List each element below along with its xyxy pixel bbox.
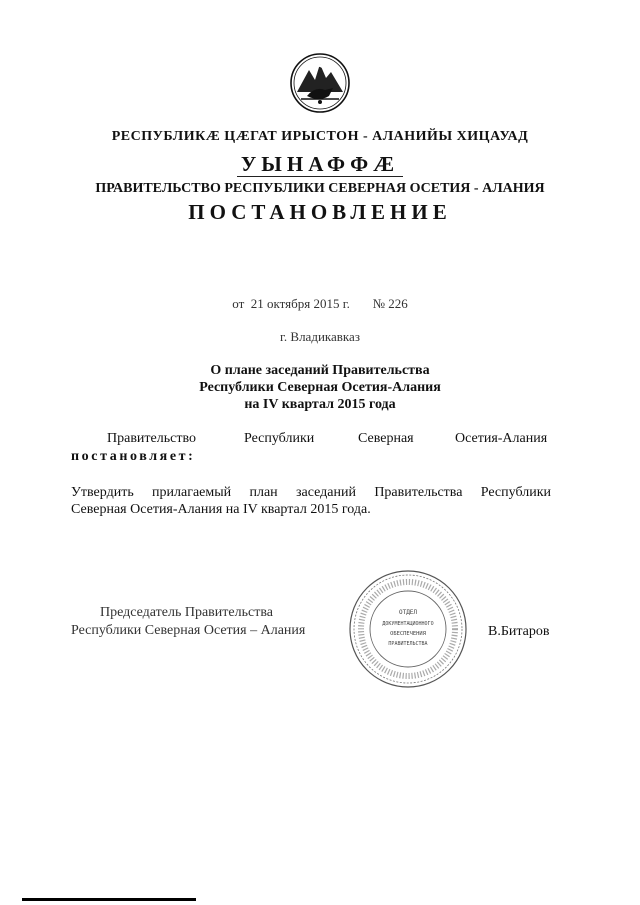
document-date: 21 октября 2015 г. <box>250 296 350 311</box>
decree-text-line-1: Утвердить прилагаемый план заседаний Правительства Республики <box>71 485 551 500</box>
subject-line-2: Республики Северная Осетия-Алания <box>199 380 441 395</box>
signatory-name: В.Битаров <box>488 624 550 639</box>
official-seal-icon <box>347 568 469 690</box>
footer-rule <box>22 898 196 901</box>
date-number-line <box>0 296 640 312</box>
seal-text-line: ПРАВИТЕЛЬСТВА <box>388 641 428 647</box>
seal-text-line: ОБЕСПЕЧЕНИЯ <box>390 631 426 637</box>
subject-line-1: О плане заседаний Правительства <box>210 363 430 378</box>
document-number: № 226 <box>372 296 408 311</box>
seal-text-line: ОТДЕЛ <box>398 609 418 616</box>
title-divider <box>237 176 403 177</box>
signatory-position-line-1: Председатель Правительства <box>100 605 273 620</box>
intro-word: Республики <box>244 431 315 446</box>
date-prefix: от <box>232 296 245 311</box>
city: г. Владикавказ <box>280 329 360 344</box>
intro-word: Осетия-Алания <box>455 431 548 446</box>
intro-word: Правительство <box>107 431 196 446</box>
coat-of-arms-icon <box>289 52 351 114</box>
seal-text-line: ДОКУМЕНТАЦИОННОГО <box>382 621 434 627</box>
signatory-position-line-2: Республики Северная Осетия – Алания <box>71 623 306 638</box>
ossetian-header: РЕСПУБЛИКӔ ЦӔГАТ ИРЫСТОН - АЛАНИЙЫ ХИЦАУАД <box>111 129 529 144</box>
document-type-title: ПОСТАНОВЛЕНИЕ <box>188 200 452 224</box>
intro-word: Северная <box>358 431 414 446</box>
subject-line-3: на IV квартал 2015 года <box>244 397 396 412</box>
resolves-label: постановляет: <box>71 449 196 464</box>
unaffae-title: УЫНАФФӔ <box>240 152 400 176</box>
decree-text-line-2: Северная Осетия-Алания на IV квартал 2015 года. <box>71 502 371 517</box>
government-header: ПРАВИТЕЛЬСТВО РЕСПУБЛИКИ СЕВЕРНАЯ ОСЕТИЯ - АЛАНИЯ <box>95 181 545 196</box>
